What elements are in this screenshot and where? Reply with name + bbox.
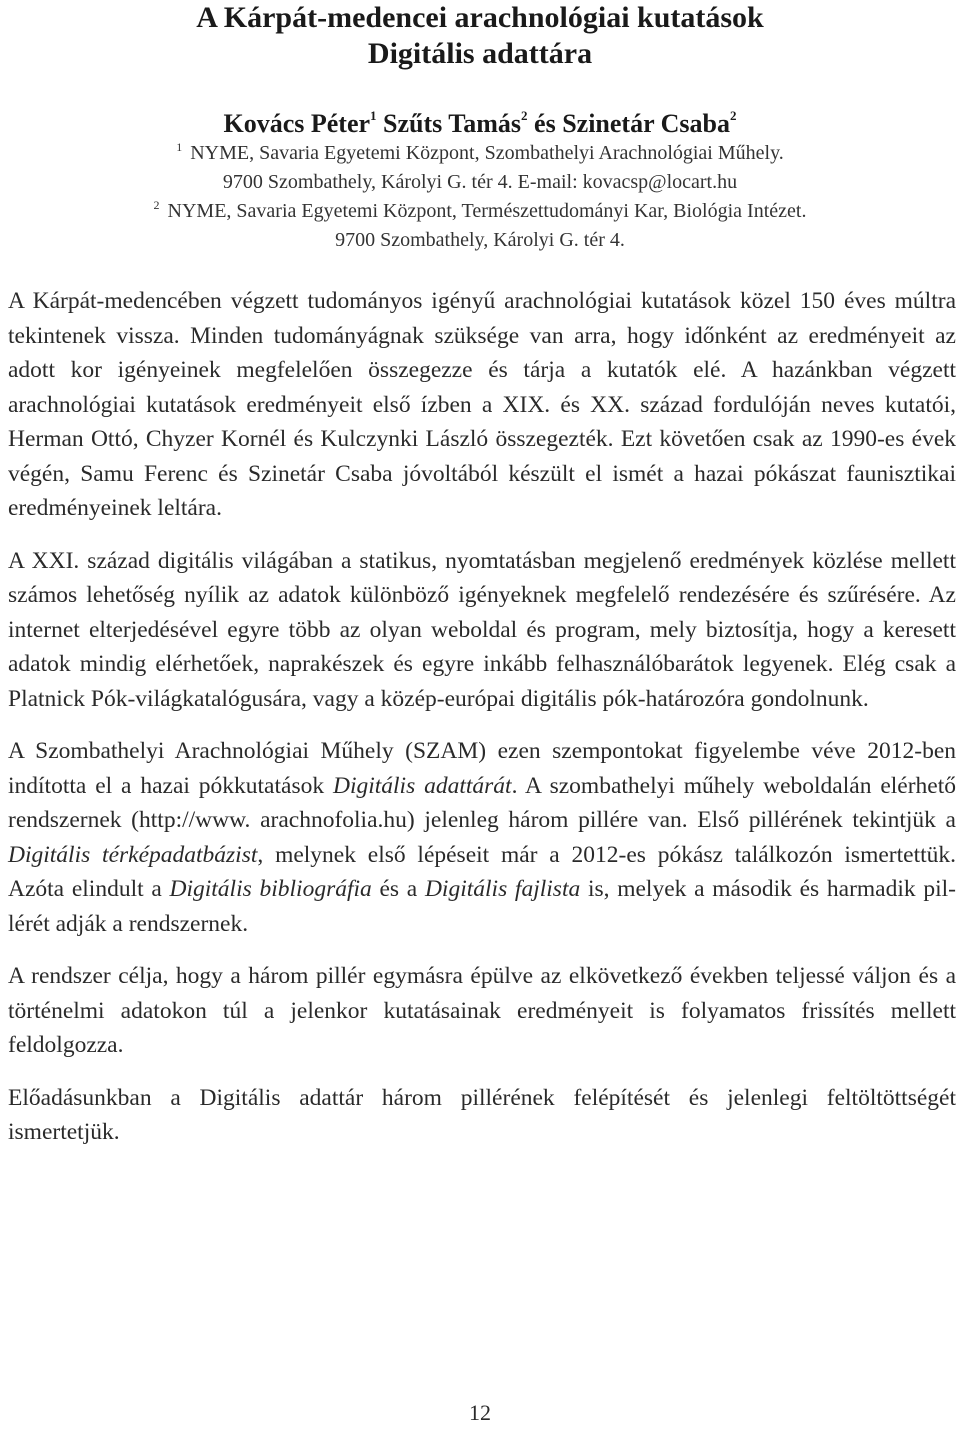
paragraph-3-text-a: A Szombathelyi Arachnológiai Műhely (SZAM) ezen szempontokat figyelembe véve 2012-ben indította el a hazai pókkutatások [8,738,956,799]
paragraph-3-text-b: . A szombathelyi műhely weboldalán elérhető rendszernek (http://www. arachnofolia.hu) jelenleg három pillére van. Első pillérének tekintjük a [8,772,956,833]
italic-digitalis-fajlista: Digitális fajlista [424,876,581,902]
italic-digitalis-bibliografia: Digitális bibliográfia [169,876,372,902]
paragraph-3-text-e: is, melyek a második és harmadik pillérét adják a rendszernek. [8,876,956,937]
affiliation-2-line-1 [0,197,960,225]
author-szinetar: Szinetár Csaba [562,109,731,138]
author-szuts-affiliation-mark: 2 [521,108,528,123]
paragraph-2: A XXI. század digitális világában a statikus, nyomtatásban megjelenő eredmények közlése mellett számos lehetőség nyílik az adatok különböző igényeknek megfelelő rendezésére és szűrésére. Az internet elterjedésével egyre több az olyan weboldal és program, mely biztosítja, hogy a keresett adatok mindig elérhetőek, naprakészek és egyre inkább felhasználóbarátok legyenek. Elég csak a Platnick Pók-világkatalógusára, vagy a közép-európai digitális pók-határozóra gondolnunk. [8,547,956,712]
author-kovacs: Kovács Péter [223,109,371,138]
title-line-2: Digitális adattára [367,37,593,70]
italic-digitalis-terkepadatbazist: Digitális térképadatbázist [8,841,258,868]
author-szuts: Szűts Tamás [383,109,522,138]
affiliation-1-line-2: 9700 Szombathely, Károlyi G. tér 4. E-mail: kovacsp@locart.hu [222,171,738,193]
paragraph-3-text-d: és a [371,876,425,902]
author-szinetar-affiliation-mark: 2 [730,108,737,123]
paragraph-5: Előadásunkban a Digitális adattár három pillérének felépítését és jelenlegi feltöltöttségét ismertetjük. [8,1084,956,1145]
author-list [0,107,960,141]
italic-digitalis-adattarat: Digitális adattárát [332,772,512,799]
affiliation-2-mark: 2 [153,198,160,212]
page-number: 12 [469,1400,491,1425]
title-line-1: A Kárpát-medencei arachnológiai kutatások [196,1,764,34]
affiliation-1-line-1 [0,139,960,167]
author-kovacs-affiliation-mark: 1 [370,108,377,123]
affiliation-1-mark: 1 [176,140,183,154]
author-conjunction: és [534,109,556,138]
paragraph-4: A rendszer célja, hogy a három pillér egymásra épülve az elkövetkező években teljessé váljon és a történelmi adatokon túl a jelenkor kutatásainak eredményeit is folyamatos frissítés mellett feldolgozza. [8,963,956,1058]
abstract-body [8,284,956,1168]
page-title [0,0,960,72]
affiliation-2-text: NYME, Savaria Egyetemi Központ, Természettudományi Kar, Biológia Intézet. [167,200,807,222]
affiliation-1-text: NYME, Savaria Egyetemi Központ, Szombathelyi Arachnológiai Műhely. [190,142,784,164]
paragraph-1: A Kárpát-medencében végzett tudományos igényű arachnológiai kutatások közel 150 éves múltra tekintenek vissza. Minden tudományágnak szüksége van arra, hogy időnként az eredményeit az adott kor igényeinek megfelelően összegezze és tárja a kutatók elé. A hazánkban végzett arachnológiai kutatások eredményeit első ízben a XIX. és XX. század fordulóján neves kutatói, Herman Ottó, Chyzer Kornél és Kulczynki László összegezték. Ezt követően csak az 1990-es évek végén, Samu Ferenc és Szinetár Csaba jóvoltából készült el ismét a hazai pókászat faunisztikai eredményeinek leltára. [8,288,956,521]
paragraph-3 [8,734,956,941]
paragraph-3-text-c: , melynek első lépéseit már a 2012-es pókász találkozón ismertettük. Azóta elindult a [8,841,957,902]
affiliation-2-line-2: 9700 Szombathely, Károlyi G. tér 4. [335,229,625,251]
